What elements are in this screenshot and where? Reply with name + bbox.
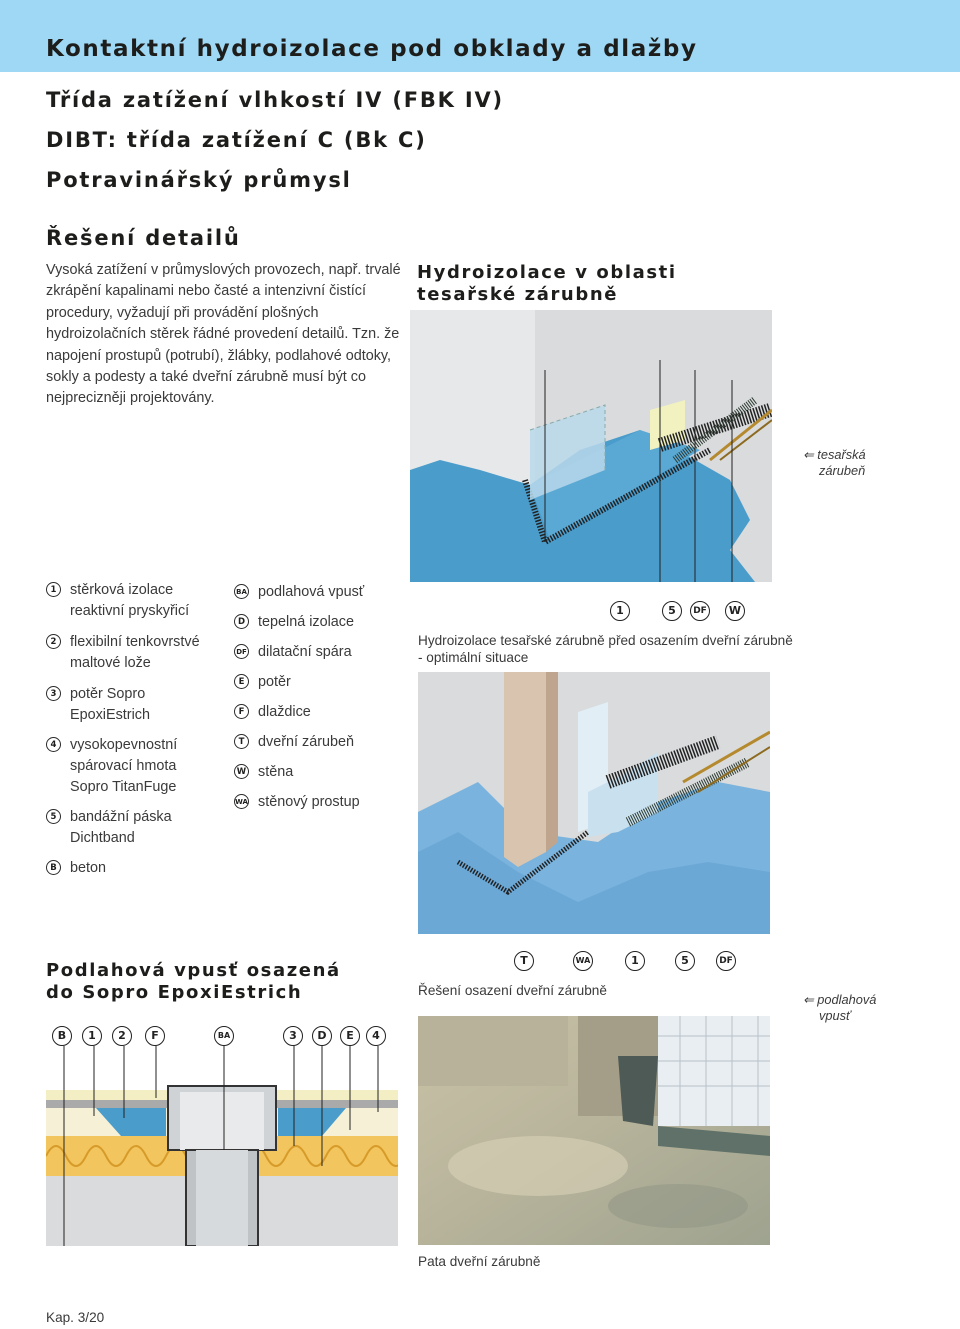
legend-text: potěr xyxy=(258,674,291,690)
arrow-left-icon: ⇐ xyxy=(803,447,814,462)
door-frame-optimal-illustration xyxy=(418,672,770,934)
intro-paragraph: Vysoká zatížení v průmyslových provozech, např. trvalé zkrápění kapalinami nebo časté a intenzivní čistící procedury, vyžadují při provádění plošných hydroizolačních stěrek řádné provedení detailů. Tzn. že napojení prostupů (potrubí), žlábky, podlahové odtoky, sokly a podesty a také dveřní zárubně musí být co nejprecizněji projektovány. xyxy=(46,262,401,407)
door-frame-base-photo xyxy=(418,1016,770,1245)
legend-text: tepelná izolace xyxy=(258,614,355,630)
legend-mark: 2 xyxy=(46,634,61,649)
figure-top-caption-line1: Hydroizolace tesařské zárubně před osazením dveřní zárubně xyxy=(418,633,793,648)
floor-drain-section xyxy=(46,1046,398,1246)
legend-text: vysokopevnostní xyxy=(70,737,178,753)
legend-text: stěnový prostup xyxy=(258,794,360,810)
door-frame-note xyxy=(803,447,866,479)
legend-mark: DF xyxy=(234,644,249,659)
marker-5: 5 xyxy=(662,601,682,621)
figure-top-title-line2: tesařské zárubně xyxy=(417,284,619,305)
floor-drain-note-line1: podlahová xyxy=(817,992,877,1007)
marker-wa: WA xyxy=(573,951,593,971)
marker-f: F xyxy=(145,1026,165,1046)
figure-top-caption xyxy=(418,632,793,666)
marker-df: DF xyxy=(716,951,736,971)
door-frame-illustration xyxy=(410,310,772,582)
legend-mark: F xyxy=(234,704,249,719)
marker-1: 1 xyxy=(625,951,645,971)
header-banner xyxy=(0,0,960,72)
legend-text: potěr Sopro xyxy=(70,686,146,702)
marker-3: 3 xyxy=(283,1026,303,1046)
legend-mark: W xyxy=(234,764,249,779)
legend-mark: 1 xyxy=(46,582,61,597)
subtitle-2: DIBT: třída zatížení C (Bk C) xyxy=(46,128,427,152)
legend-text: Sopro TitanFuge xyxy=(70,779,177,795)
door-frame-note-line1: tesařská xyxy=(817,447,866,462)
legend-text: dveřní zárubeň xyxy=(258,734,354,750)
legend-mark: WA xyxy=(234,794,249,809)
legend-text: EpoxiEstrich xyxy=(70,707,150,723)
page-number: Kap. 3/20 xyxy=(46,1310,105,1325)
figure-photo-caption-top: Řešení osazení dveřní zárubně xyxy=(418,983,607,998)
legend-text: stěna xyxy=(258,764,294,780)
legend-mark: BA xyxy=(234,584,249,599)
legend-mark: 5 xyxy=(46,809,61,824)
legend-mark: E xyxy=(234,674,249,689)
door-frame-note-line2: zárubeň xyxy=(819,463,866,478)
legend-text: stěrková izolace xyxy=(70,582,174,598)
figure-drain-title-line2: do Sopro EpoxiEstrich xyxy=(46,982,303,1003)
marker-b: B xyxy=(52,1026,72,1046)
subtitle-1: Třída zatížení vlhkostí IV (FBK IV) xyxy=(46,88,504,112)
legend-text: bandážní páska xyxy=(70,809,172,825)
marker-1: 1 xyxy=(82,1026,102,1046)
legend-mark: 3 xyxy=(46,686,61,701)
subtitle-3: Potravinářský průmysl xyxy=(46,168,352,192)
marker-4: 4 xyxy=(366,1026,386,1046)
arrow-left-icon: ⇐ xyxy=(803,992,814,1007)
legend-text: maltové lože xyxy=(70,655,151,671)
marker-1: 1 xyxy=(610,601,630,621)
legend-text: flexibilní tenkovrstvé xyxy=(70,634,200,650)
legend-text: dlaždice xyxy=(258,704,311,720)
marker-ba: BA xyxy=(214,1026,234,1046)
legend-text: beton xyxy=(70,860,107,876)
legend-text: Dichtband xyxy=(70,830,135,846)
marker-df: DF xyxy=(690,601,710,621)
floor-drain-note xyxy=(803,992,876,1024)
floor-drain-note-line2: vpusť xyxy=(819,1008,851,1023)
legend-mark: B xyxy=(46,860,61,875)
legend-mark: D xyxy=(234,614,249,629)
legend-text: reaktivní pryskyřicí xyxy=(70,603,190,619)
figure-drain-title-line1: Podlahová vpusť osazená xyxy=(46,960,341,981)
marker-e: E xyxy=(340,1026,360,1046)
legend-text: podlahová vpusť xyxy=(258,584,365,600)
legend-mark: 4 xyxy=(46,737,61,752)
page-title: Kontaktní hydroizolace pod obklady a dlažby xyxy=(46,36,698,62)
figure-photo-caption-bottom: Pata dveřní zárubně xyxy=(418,1254,541,1269)
marker-t: T xyxy=(514,951,534,971)
marker-2: 2 xyxy=(112,1026,132,1046)
figure-top-caption-line2: - optimální situace xyxy=(418,650,529,665)
marker-5: 5 xyxy=(675,951,695,971)
figure-top-title-line1: Hydroizolace v oblasti xyxy=(417,262,677,283)
section-title: Řešení detailů xyxy=(46,226,241,250)
marker-w: W xyxy=(725,601,745,621)
legend-text: spárovací hmota xyxy=(70,758,177,774)
marker-d: D xyxy=(312,1026,332,1046)
legend-text: dilatační spára xyxy=(258,644,352,660)
legend-mark: T xyxy=(234,734,249,749)
